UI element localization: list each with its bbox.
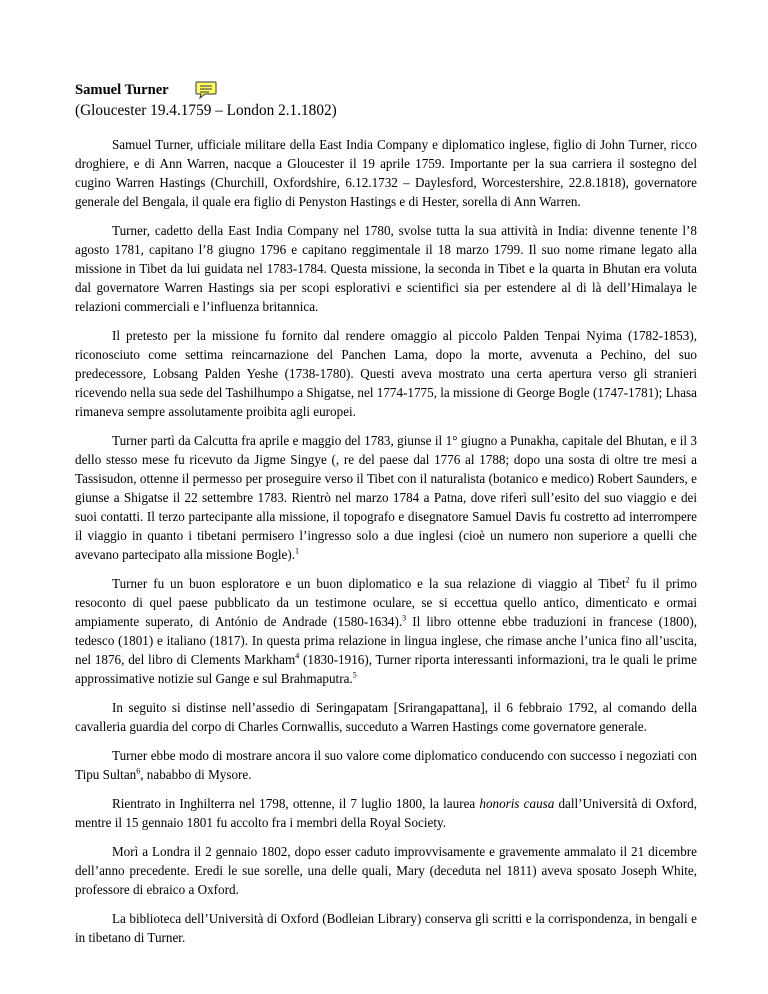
- footnote-ref[interactable]: 4: [295, 651, 300, 661]
- footnote-ref[interactable]: 5: [352, 670, 357, 680]
- comment-note-icon[interactable]: [195, 81, 217, 99]
- paragraph-8: Rientrato in Inghilterra nel 1798, ottenne, il 7 luglio 1800, la laurea honoris causa dall’Università di Oxford, mentre il 15 gennaio 1801 fu accolto fra i membri della Royal Society.: [75, 796, 697, 830]
- paragraph-7: Turner ebbe modo di mostrare ancora il suo valore come diplomatico conducendo con successo i negoziati con Tipu Sultan$^6$, nababbo di Mysore.: [75, 748, 697, 782]
- paragraph-9: Morì a Londra il 2 gennaio 1802, dopo esser caduto improvvisamente e gravemente ammalato il 21 dicembre dell’anno precedente. Eredi le sue sorelle, una delle quali, Mary (deceduta nel 1811) aveva sposato Joseph White, professore di ebraico a Oxford.: [75, 844, 697, 897]
- paragraph-4: Turner partì da Calcutta fra aprile e maggio del 1783, giunse il 1° giugno a Punakha, capitale del Bhutan, e il 3 dello stesso mese fu ricevuto da Jigme Singye (, re del paese dal 1776 al 1788; dopo una sosta di oltre tre mesi a Tassisudon, ottenne il permesso per proseguire verso il Tibet con il naturalista (botanico e medico) Robert Saunders, e giunse a Shigatse il 22 settembre 1783. Rientrò nel marzo 1784 a Patna, dove riferì sull’esito del suo viaggio e dei suoi contatti. Il terzo partecipante alla missione, il topografo e disegnatore Samuel Davis fu costretto ad interrompere il viaggio in quanto i tibetani permisero l’ingresso solo a due inglesi (cioè un numero non superiore a quelli che avevano partecipato alla missione Bogle).$^1$: [75, 433, 697, 562]
- title-line: [75, 81, 697, 100]
- italic-text: honoris causa: [479, 796, 555, 811]
- paragraph-2: Turner, cadetto della East India Company nel 1780, svolse tutta la sua attività in India: divenne tenente l’8 agosto 1781, capitano l’8 giugno 1796 e capitano reggimentale il 18 marzo 1799. Il suo nome rimane legato alla missione in Tibet da lui guidata nel 1783-1784. Questa missione, la seconda in Tibet e la quarta in Bhutan era voluta dal governatore Warren Hastings sia per scopi esplorativi e scientifici sia per estendere al di là dell’Himalaya le relazioni commerciali e l’influenza britannica.: [75, 223, 697, 314]
- footnote-ref[interactable]: 3: [402, 613, 407, 623]
- paragraph-10: La biblioteca dell’Università di Oxford (Bodleian Library) conserva gli scritti e la corrispondenza, in bengali e in tibetano di Turner.: [75, 911, 697, 945]
- page-title: Samuel Turner: [75, 82, 169, 98]
- paragraph-6: In seguito si distinse nell’assedio di Seringapatam [Srirangapattana], il 6 febbraio 1792, al comando della cavalleria guardia del corpo di Charles Cornwallis, succeduto a Warren Hastings come governatore generale.: [75, 700, 697, 734]
- footnote-ref[interactable]: 2: [625, 575, 630, 585]
- footnote-ref[interactable]: 6: [136, 766, 141, 776]
- document-page: [75, 81, 697, 947]
- paragraph-3: Il pretesto per la missione fu fornito dal rendere omaggio al piccolo Palden Tenpai Nyima (1782-1853), riconosciuto come settima reincarnazione del Panchen Lama, dopo la morte, avvenuta a Pechino, del suo predecessore, Lobsang Palden Yeshe (1738-1780). Questi aveva mostrato una certa apertura verso gli stranieri ricevendo nella sua sede del Tashilhumpo a Shigatse, nel 1774-1775, la missione di George Bogle (1747-1781); Lhasa rimaneva sempre assolutamente proibita agli europei.: [75, 328, 697, 419]
- footnote-ref[interactable]: 1: [295, 546, 300, 556]
- paragraph-1: Samuel Turner, ufficiale militare della East India Company e diplomatico inglese, figlio di John Turner, ricco droghiere, e di Ann Warren, nacque a Gloucester il 19 aprile 1759. Importante per la sua carriera il sostegno del cugino Warren Hastings (Churchill, Oxfordshire, 6.12.1732 – Daylesford, Worcestershire, 22.8.1818), governatore generale del Bengala, il quale era figlio di Penyston Hastings e di Hester, sorella di Ann Warren.: [75, 137, 697, 209]
- paragraph-5: Turner fu un buon esploratore e un buon diplomatico e la sua relazione di viaggio al Tibet$^2$ fu il primo resoconto di quel paese pubblicato da un testimone oculare, se si eccettua quello antico, dimenticato e ormai ampiamente superato, di António de Andrade (1580-1634).$^3$ Il libro ottenne ebbe traduzioni in francese (1800), tedesco (1801) e italiano (1817). In questa prima relazione in lingua inglese, che rimase anche l’unica fino all’uscita, nel 1876, del libro di Clements Markham$^4$ (1830-1916), Turner riporta interessanti informazioni, tra le quali le prime approssimative notizie sul Gange e sul Brahmaputra.$^5$: [75, 575, 697, 686]
- page-subtitle-dates: (Gloucester 19.4.1759 – London 2.1.1802): [75, 102, 337, 119]
